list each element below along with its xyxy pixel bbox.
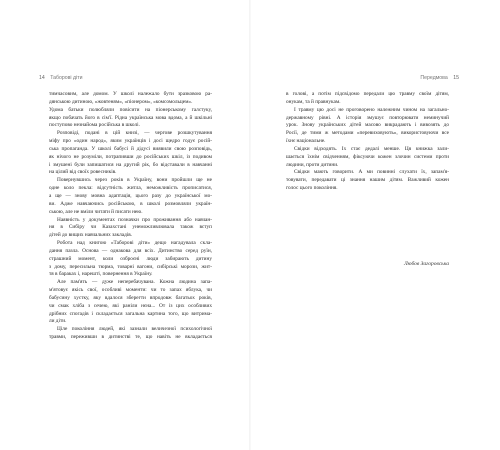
text-line: ня в Сибіру чи Казахстані унеможливлювала також вступ: [49, 224, 212, 231]
text-line: ли діти.: [49, 318, 67, 325]
text-line: як нічого не розуміли, потрапивши до російських шкіл, із подивом: [49, 153, 212, 160]
right-page-number: 15: [453, 75, 459, 81]
text-line: онукам, та й правнукам.: [286, 98, 341, 105]
text-line: шається їхнім свідченням, фіксуючи кожен злочин системи проти: [286, 153, 449, 160]
text-line: страшний момент, коли озброєні люди забирають дитину: [49, 255, 212, 262]
text-line: Свідки відходять. Їх стає дедалі менше. Ця книжка зали-: [294, 145, 449, 152]
text-line: тя в бараках і, нарешті, повернення в Україну.: [49, 271, 153, 278]
text-line: Повернувшись через років в Україну, вони пройшли ще не: [57, 177, 212, 184]
text-line: міфу про «один народ», яким українців і досі щедро годує росій-: [49, 138, 212, 145]
text-line: І травму цю досі не проговорено належним чином на загально-: [294, 106, 449, 113]
text-line: Але пам'ять — дуже неперебачувана. Кожна людина запа-: [57, 279, 212, 286]
right-page-header: [250, 75, 463, 81]
text-line: дітей до вищих навчальних закладів.: [49, 232, 133, 239]
left-body-text: [49, 91, 212, 342]
text-line: людини, проти дитини.: [286, 161, 339, 168]
right-header-title: Передмова: [420, 75, 448, 81]
left-page-header: [35, 75, 82, 81]
text-line: а ще — знову мовна адаптація, цього разу до української мо-: [49, 192, 212, 199]
text-line: одне коло пекла: відсутність житла, неможливість прописатися,: [49, 185, 212, 192]
text-line: ви. Адже навчаючись російською, в школі розмовляли україн-: [49, 200, 212, 207]
text-line: Свідки мають говорити. А ми повинні слухати їх, запам'я-: [294, 169, 449, 176]
text-line: ська пропаганда. У школі бабусі й дідусі виявили свою розповідь,: [49, 145, 212, 152]
author-signature: Любов Загоровська: [403, 261, 449, 267]
right-body-text: [286, 91, 449, 193]
text-line: якщо побачать його в сім'ї. Рідна українська мова вдома, а й шкільні: [49, 114, 212, 121]
text-line: Робота над книгою «Таборові діти» дещо нагадувала скла-: [57, 240, 212, 247]
text-line: чи смак хліба з сечею, які раніли нєна... От із цих особливих: [49, 302, 212, 309]
text-line: ською, але не вміли читати й писати нею.: [49, 208, 143, 215]
text-line: на цілий від своїх ровесників.: [49, 169, 117, 176]
text-line: м'ятовує якісь свої, особливі моменти: чи то запах яблука, чи: [49, 287, 212, 294]
text-line: дрібних спогадів і складається загальна картина того, що витрима-: [49, 310, 212, 317]
text-line: Ціле покоління людей, які зазнали величезної психологічної: [57, 326, 212, 333]
text-line: товувати, передавати ці знання нашим дітям. Важливий кожен: [286, 177, 449, 184]
text-line: поступово незнайома російська в школі.: [49, 122, 140, 129]
text-line: урок. Знову українських дітей масово викрадають і вивозять до: [286, 122, 449, 129]
text-line: голос цього покоління.: [286, 185, 338, 192]
text-line: Розповіді, подані в цій книзі, — чергове розшкутування: [57, 130, 212, 137]
text-line: Наявність у документах позначки про проживання або навчан-: [57, 216, 212, 223]
right-page: [250, 0, 500, 450]
text-line: їхнє національне.: [286, 138, 326, 145]
left-page-number: 14: [39, 75, 45, 81]
text-line: і змушені були запишатися на другий рік, бо відставали в навчанні: [49, 161, 212, 168]
text-line: Росії, де тими ж методами «перевиховують», використовуючи все: [286, 130, 449, 137]
text-line: травми, переживши в дитинстві те, що навіть не вкладається: [49, 334, 212, 341]
text-line: Удома батьки полюбляли повісити на піонерському галстуку,: [49, 106, 212, 113]
text-line: тимчасовим, але домом. У школі належало бути зразковою ра-: [49, 91, 212, 97]
text-line: в голові, а потім підсвідомо передали цю травму своїм дітям,: [286, 91, 449, 97]
left-header-title: Таборові діти: [50, 75, 83, 81]
text-line: державному рівні. А історія змушує повторювати неминучий: [286, 114, 449, 121]
text-line: бабусину хустку, яку вдалося зберегти впродовж багатьох років,: [49, 294, 212, 301]
text-line: дянською дитиною, «жовтеням», «піонером», «комсомольцем».: [49, 98, 193, 105]
text-line: дання пазла. Основа — однакова для всіх. Дитинство серед руїн,: [49, 247, 212, 254]
text-line: з дому, пересильна тюрма, товарні вагони, сибірські морози, жит-: [49, 263, 212, 270]
